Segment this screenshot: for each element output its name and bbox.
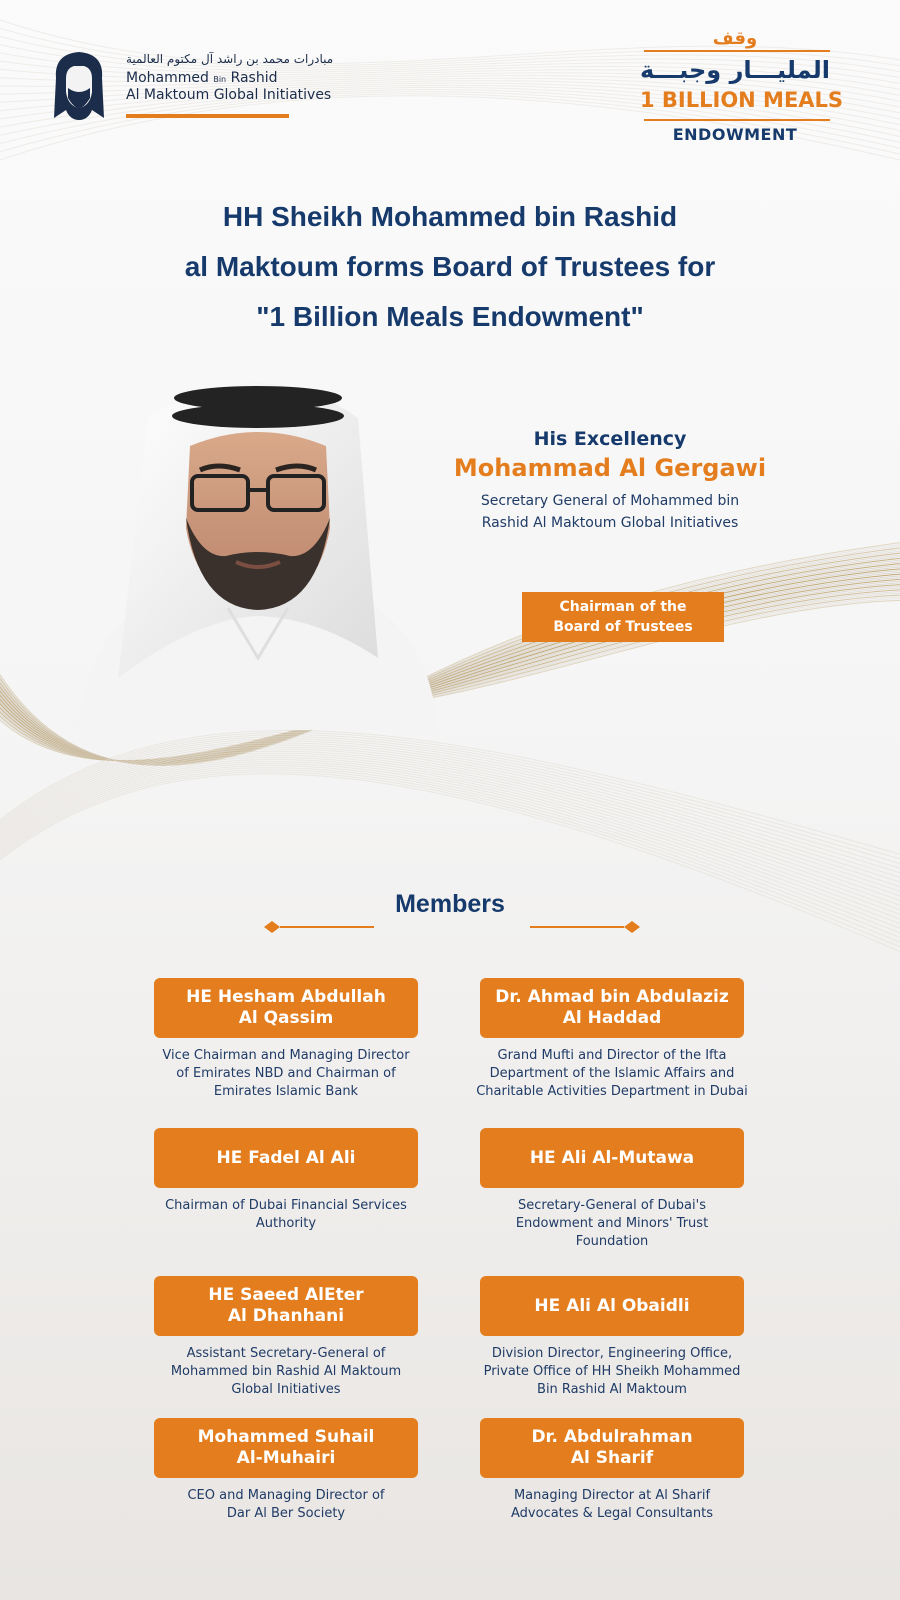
member-name: HE Saeed AlEter Al Dhanhani [154,1276,418,1336]
heading-divider-right [522,920,642,934]
logo-rule [644,50,830,52]
member-name: HE Hesham Abdullah Al Qassim [154,978,418,1038]
member-role: Managing Director at Al Sharif Advocates & Legal Consultants [511,1488,713,1521]
member-name: Dr. Abdulrahman Al Sharif [480,1418,744,1478]
endowment-subtitle: ENDOWMENT [672,125,798,144]
member-role: Assistant Secretary-General of Mohammed bin Rashid Al Maktoum Global Initiatives [170,1346,402,1397]
mbrgi-logo [48,46,368,126]
chairman-photo [78,358,438,730]
member-name: HE Ali Al Obaidli [480,1276,744,1336]
chairman-role-badge: Chairman of the Board of Trustees [522,592,724,642]
member-role: Division Director, Engineering Office, Private Office of HH Sheikh Mohammed Bin Rashid Al Maktoum [483,1346,741,1397]
member-name: HE Ali Al-Mutawa [480,1128,744,1188]
member-name: Mohammed Suhail Al-Muhairi [154,1418,418,1478]
wave-line [0,751,900,907]
page-title [60,192,840,342]
logo-underline [126,114,289,118]
endowment-english-title: 1 BILLION MEALS [640,88,844,112]
title-line-3: "1 Billion Meals Endowment" [256,301,644,332]
member-name: Dr. Ahmad bin Abdulaziz Al Haddad [480,978,744,1038]
endowment-arabic-title: المليـــار وجبـــة [640,56,830,84]
member-role: Chairman of Dubai Financial Services Authority [165,1198,407,1231]
member-card [136,978,436,1101]
wave-line [0,772,900,955]
member-card [462,1128,762,1251]
chairman-name: Mohammad Al Gergawi [453,454,767,482]
heading-divider-left [262,920,382,934]
member-card [136,1418,436,1523]
org-name-line2: Al Maktoum Global Initiatives [126,87,332,103]
wave-line [0,737,900,875]
chairman-honorific: His Excellency [533,428,687,450]
title-line-2: al Maktoum forms Board of Trustees for [184,251,716,282]
wave-line [0,770,900,951]
wave-line [0,743,900,889]
wave-line [0,749,900,903]
member-card [462,978,762,1101]
wave-line [0,768,900,946]
billion-meals-logo [640,28,844,148]
wave-line [0,735,900,870]
org-name-line1: Mohammed Bin Rashid [126,70,278,86]
members-heading: Members [395,890,505,918]
logo-rule [644,119,830,121]
member-name: HE Fadel Al Ali [154,1128,418,1188]
member-card [136,1128,436,1233]
member-role: Grand Mufti and Director of the Ifta Department of the Islamic Affairs and Charitable Activities Department in Dubai [476,1048,748,1099]
org-name-arabic: مبادرات محمد بن راشد آل مكتوم العالمية [126,52,334,66]
wave-line [0,730,900,860]
title-line-1: HH Sheikh Mohammed bin Rashid [222,201,678,232]
member-role: Vice Chairman and Managing Director of Emirates NBD and Chairman of Emirates Islamic Bank [162,1048,410,1099]
member-card [462,1418,762,1523]
chairman-description: Secretary General of Mohammed bin Rashid Al Maktoum Global Initiatives [480,493,740,531]
wave-line [0,774,900,960]
member-role: CEO and Managing Director of Dar Al Ber Society [187,1488,385,1521]
chairman-info [440,428,780,534]
member-card [462,1276,762,1399]
member-card [136,1276,436,1399]
member-role: Secretary-General of Dubai's Endowment and Minors' Trust Foundation [515,1198,709,1249]
wave-line [0,732,900,864]
endowment-arabic-small: وقف [712,28,758,49]
ruler-portrait-icon [48,48,110,122]
